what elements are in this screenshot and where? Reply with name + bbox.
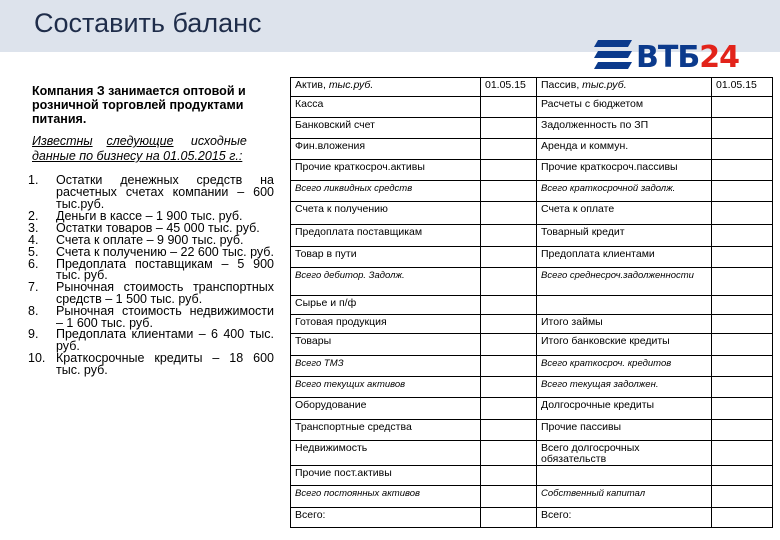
liability-label: Предоплата клиентами: [537, 247, 712, 268]
table-row: [291, 420, 773, 441]
asset-total-label: Всего ликвидных средств: [291, 181, 481, 202]
asset-value-cell[interactable]: [481, 466, 537, 486]
liability-label: Товарный кредит: [537, 225, 712, 247]
liability-value-cell[interactable]: [712, 420, 773, 441]
asset-value-cell[interactable]: [481, 202, 537, 225]
liability-label: Прочие краткосроч.пассивы: [537, 160, 712, 181]
table-row: [291, 356, 773, 377]
list-item: 4. Счета к оплате – 9 900 тыс. руб.: [28, 232, 244, 247]
liability-value-cell[interactable]: [712, 247, 773, 268]
logo-wordmark: ВТБ24: [636, 40, 739, 75]
asset-value-cell[interactable]: [481, 296, 537, 315]
asset-value-cell[interactable]: [481, 225, 537, 247]
liability-value-cell[interactable]: [712, 508, 773, 528]
table-row: [291, 139, 773, 160]
list-item: 1. Остатки денежных средств на расчетных счетах компании – 600 тыс.руб.: [28, 173, 274, 211]
table-row: [291, 118, 773, 139]
liability-total-label: Всего текущая задолжен.: [537, 377, 712, 398]
asset-value-cell[interactable]: [481, 160, 537, 181]
liability-value-cell[interactable]: [712, 268, 773, 296]
liability-label: [537, 466, 712, 486]
list-item: 5. Счета к получению – 22 600 тыс. руб.: [28, 244, 274, 259]
asset-label: Транспортные средства: [291, 420, 481, 441]
asset-label: Касса: [291, 97, 481, 118]
asset-value-cell[interactable]: [481, 398, 537, 420]
liability-value-cell[interactable]: [712, 356, 773, 377]
asset-value-cell[interactable]: [481, 356, 537, 377]
liability-value-cell[interactable]: [712, 441, 773, 466]
liability-value-cell[interactable]: [712, 118, 773, 139]
asset-value-cell[interactable]: [481, 486, 537, 508]
list-item: 2. Деньги в кассе – 1 900 тыс. руб.: [28, 209, 243, 224]
vtb24-logo: [594, 36, 754, 78]
table-row: [291, 508, 773, 528]
liability-value-cell[interactable]: [712, 139, 773, 160]
intro-text: Компания З занимается оптовой и розничной торговлей продуктами питания.: [32, 84, 246, 126]
liability-label: Итого банковские кредиты: [537, 334, 712, 356]
list-item: 3. Остатки товаров – 45 000 тыс. руб.: [28, 221, 260, 236]
asset-label: Счета к получению: [291, 202, 481, 225]
asset-value-cell[interactable]: [481, 441, 537, 466]
table-row: [291, 247, 773, 268]
asset-value-cell[interactable]: [481, 315, 537, 334]
table-row: [291, 268, 773, 296]
vtb-flag-icon: [594, 36, 634, 74]
asset-label: Фин.вложения: [291, 139, 481, 160]
liability-label: [537, 296, 712, 315]
asset-value-cell[interactable]: [481, 377, 537, 398]
liability-value-cell[interactable]: [712, 398, 773, 420]
asset-value-cell[interactable]: [481, 118, 537, 139]
known-data-heading: Известны следующие исходные данные по бизнесу на 01.05.2015 г.:: [32, 134, 247, 163]
table-row: [291, 202, 773, 225]
liability-value-cell[interactable]: [712, 181, 773, 202]
liability-label: Итого займы: [537, 315, 712, 334]
liability-value-cell[interactable]: [712, 466, 773, 486]
asset-value-cell[interactable]: [481, 268, 537, 296]
list-item: 8. Рыночная стоимость недвижимости – 1 600 тыс. руб.: [28, 303, 274, 330]
liability-total-label: Всего краткосроч. кредитов: [537, 356, 712, 377]
list-item: 9. Предоплата клиентами – 6 400 тыс. руб.: [28, 327, 274, 354]
table-row: [291, 486, 773, 508]
table-row: [291, 377, 773, 398]
liability-label: Всего долгосрочных обязательств: [537, 441, 712, 466]
asset-label: Предоплата поставщикам: [291, 225, 481, 247]
liability-value-cell[interactable]: [712, 334, 773, 356]
liability-label: Аренда и коммун.: [537, 139, 712, 160]
asset-value-cell[interactable]: [481, 420, 537, 441]
liability-total-label: Всего краткосрочной задолж.: [537, 181, 712, 202]
source-data-list: [28, 175, 274, 377]
asset-label: Товары: [291, 334, 481, 356]
liability-grand-total-label: Всего:: [537, 508, 712, 528]
asset-label: Прочие краткосроч.активы: [291, 160, 481, 181]
table-row: [291, 160, 773, 181]
page-title: Составить баланс: [34, 8, 262, 38]
asset-label: Банковский счет: [291, 118, 481, 139]
liability-total-label: Всего среднесроч.задолженности: [537, 268, 712, 296]
list-item: 7. Рыночная стоимость транспортных средств – 1 500 тыс. руб.: [28, 280, 274, 306]
table-row: [291, 181, 773, 202]
table-header-row: [291, 78, 773, 97]
asset-value-cell[interactable]: [481, 139, 537, 160]
asset-label: Товар в пути: [291, 247, 481, 268]
table-row: [291, 315, 773, 334]
asset-total-label: Всего дебитор. Задолж.: [291, 268, 481, 296]
table-row: [291, 466, 773, 486]
liability-value-cell[interactable]: [712, 486, 773, 508]
liability-label: Прочие пассивы: [537, 420, 712, 441]
liability-label: Счета к оплате: [537, 202, 712, 225]
table-row: [291, 225, 773, 247]
asset-value-cell[interactable]: [481, 181, 537, 202]
liability-date-header: 01.05.15: [712, 78, 773, 97]
table-row: [291, 97, 773, 118]
liability-value-cell[interactable]: [712, 225, 773, 247]
liability-value-cell[interactable]: [712, 202, 773, 225]
liability-value-cell[interactable]: [712, 315, 773, 334]
table-row: [291, 441, 773, 466]
asset-total-label: Всего ТМЗ: [291, 356, 481, 377]
liability-value-cell[interactable]: [712, 296, 773, 315]
liability-label: Долгосрочные кредиты: [537, 398, 712, 420]
liability-label: Расчеты с бюджетом: [537, 97, 712, 118]
asset-label: Готовая продукция: [291, 315, 481, 334]
asset-label: Сырье и п/ф: [291, 296, 481, 315]
liability-label: Задолженность по ЗП: [537, 118, 712, 139]
asset-grand-total-label: Всего:: [291, 508, 481, 528]
asset-value-cell[interactable]: [481, 334, 537, 356]
liability-value-cell[interactable]: [712, 160, 773, 181]
asset-total-label: Всего текущих активов: [291, 377, 481, 398]
liability-column-header: Пассив, тыс.руб.: [537, 78, 712, 97]
asset-date-header: 01.05.15: [481, 78, 537, 97]
asset-value-cell[interactable]: [481, 97, 537, 118]
asset-label: Оборудование: [291, 398, 481, 420]
asset-label: Прочие пост.активы: [291, 466, 481, 486]
list-item: 10. Краткосрочные кредиты – 18 600 тыс. руб.: [28, 350, 274, 377]
balance-table: [290, 77, 773, 528]
table-row: [291, 334, 773, 356]
asset-label: Недвижимость: [291, 441, 481, 466]
table-row: [291, 398, 773, 420]
asset-value-cell[interactable]: [481, 247, 537, 268]
asset-column-header: Актив, тыс.руб.: [291, 78, 481, 97]
asset-total-label: Всего постоянных активов: [291, 486, 481, 508]
liability-value-cell[interactable]: [712, 377, 773, 398]
asset-value-cell[interactable]: [481, 508, 537, 528]
table-row: [291, 296, 773, 315]
liability-total-label: Собственный капитал: [537, 486, 712, 508]
liability-value-cell[interactable]: [712, 97, 773, 118]
list-item: 6. Предоплата поставщикам – 5 900 тыс. руб.: [28, 256, 274, 283]
